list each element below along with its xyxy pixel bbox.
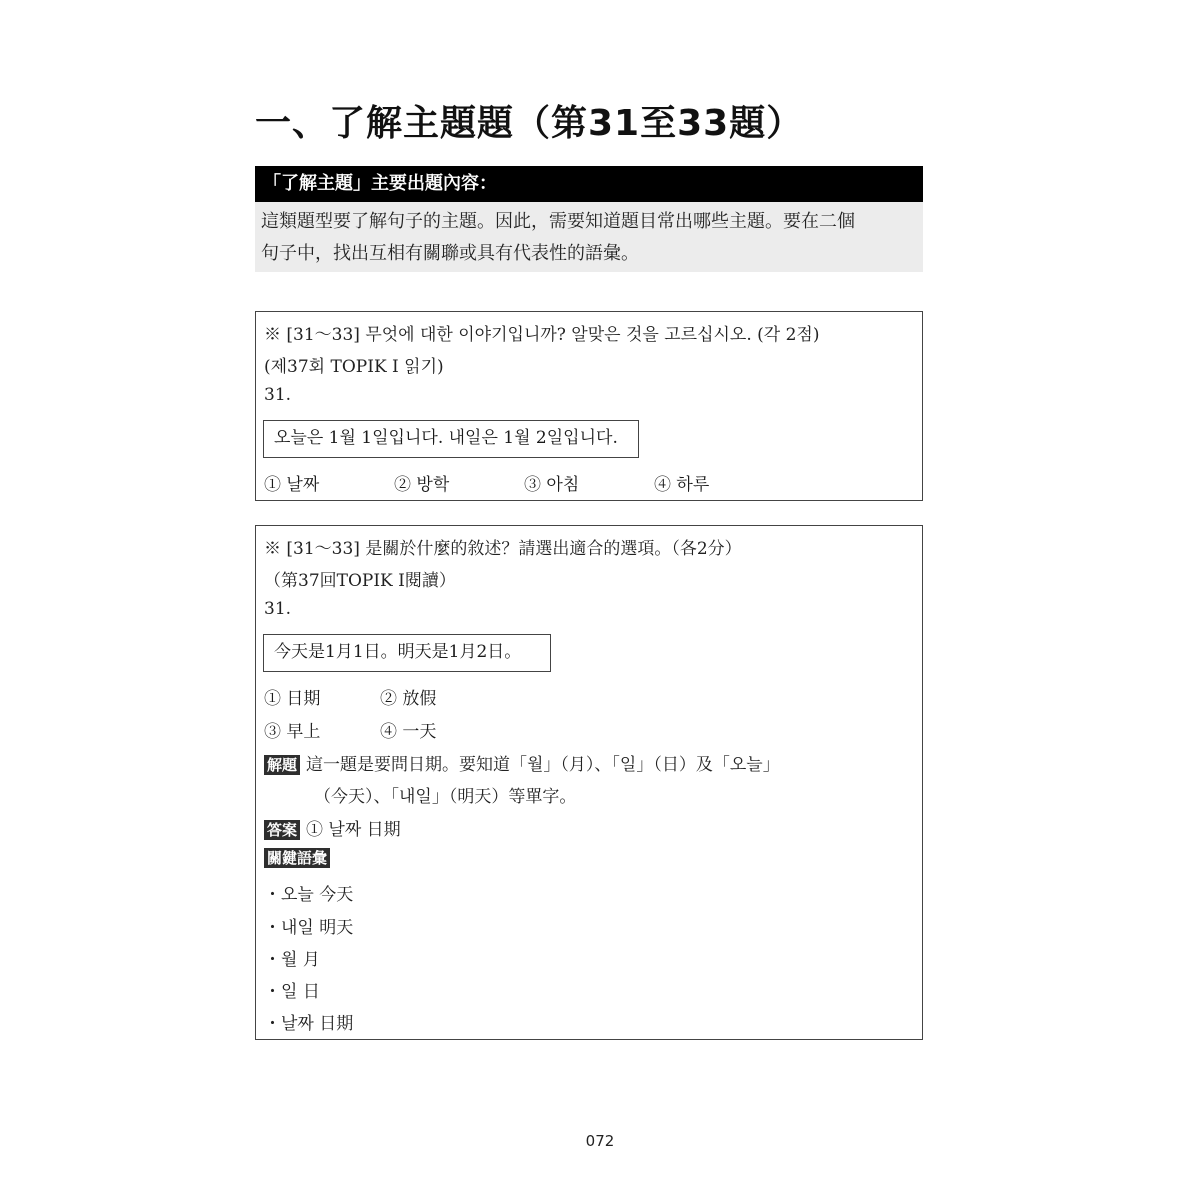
vocab-item: ・일 日 (264, 982, 320, 1002)
chinese-question-number: 31. (264, 599, 292, 619)
answer-tag: 答案 (264, 820, 300, 840)
intro-text (255, 202, 923, 272)
explanation-line-2: （今天）、「내일」（明天）等單字。 (314, 787, 577, 807)
korean-option-3: ③ 아침 (524, 475, 580, 495)
vocab-item: ・월 月 (264, 950, 320, 970)
korean-instruction: ※ [31～33] 무엇에 대한 이야기입니까? 알맞은 것을 고르십시오. (각 2점) (264, 325, 820, 345)
korean-question-number: 31. (264, 385, 292, 405)
page-number: 072 (585, 1132, 615, 1150)
vocab-item: ・내일 明天 (264, 918, 354, 938)
korean-option-1: ① 날짜 (264, 475, 320, 495)
intro-line-1: 這類題型要了解句子的主題。因此，需要知道題目常出哪些主題。要在二個 (261, 211, 855, 232)
intro-line-2: 句子中，找出互相有關聯或具有代表性的語彙。 (261, 243, 639, 264)
korean-source: (제37회 TOPIK I 읽기) (264, 357, 444, 377)
chinese-option-3: ③ 早上 (264, 722, 321, 742)
korean-question-box (255, 311, 923, 501)
korean-option-4: ④ 하루 (654, 475, 710, 495)
vocab-tag: 關鍵語彙 (264, 848, 330, 868)
chinese-source: （第37回TOPIK I閱讀） (264, 571, 456, 591)
chinese-question-box (255, 525, 923, 1040)
chinese-option-2: ② 放假 (380, 689, 437, 709)
chinese-passage-box: 今天是1月1日。明天是1月2日。 (263, 634, 551, 672)
answer-row (264, 815, 401, 840)
answer-text: ① 날짜 日期 (306, 820, 401, 840)
vocab-item: ・오늘 今天 (264, 885, 354, 905)
chinese-instruction: ※ [31～33] 是關於什麼的敘述？請選出適合的選項。（各2分） (264, 539, 742, 559)
chinese-option-1: ① 日期 (264, 689, 321, 709)
explanation-tag: 解題 (264, 755, 300, 775)
explanation-row (264, 750, 780, 775)
explanation-line-1: 這一題是要問日期。要知道「월」（月）、「일」（日）及「오늘」 (306, 755, 780, 775)
vocab-heading-row (264, 848, 336, 868)
section-banner: 「了解主題」主要出題內容： (255, 166, 923, 202)
vocab-item: ・날짜 日期 (264, 1014, 354, 1034)
chinese-option-4: ④ 一天 (380, 722, 437, 742)
page-title: 一、了解主題題（第31至33題） (255, 103, 804, 144)
korean-passage-box: 오늘은 1월 1일입니다. 내일은 1월 2일입니다. (263, 420, 639, 458)
korean-option-2: ② 방학 (394, 475, 450, 495)
